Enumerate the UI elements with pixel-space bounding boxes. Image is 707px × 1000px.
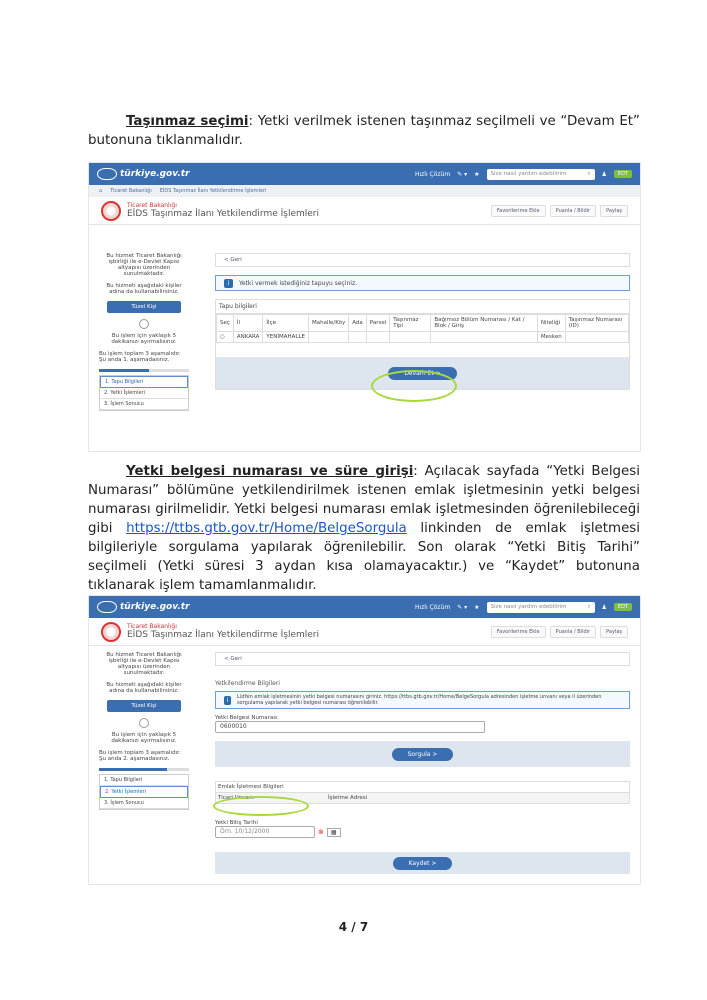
search-icon: ⌕ <box>587 603 591 610</box>
clock-icon <box>139 319 149 329</box>
back-button[interactable]: < Geri <box>215 253 630 267</box>
service-sidebar: Bu hizmet Ticaret Bakanlığı işbirliği ile e-Devlet Kapısı altyapısı üzerinden sunulmaktadır. Bu hizmeti aşağıdaki kişiler adına da kullanabilirsiniz. Tüzel Kişi Bu işlem için yaklaşık 5 dakikanızı ayırmalısınız. Bu işlem toplam 3 aşamalıdır. Şu anda 1. aşamadasınız. 1. Tapu Bilgileri 2. Yetki İşlemleri 3. İşlem Sonucu <box>99 253 189 411</box>
info-icon: i <box>224 279 233 288</box>
clock-icon <box>139 718 149 728</box>
favorite-button[interactable]: Favorilerime Ekle <box>491 626 546 638</box>
breadcrumb <box>89 185 640 197</box>
table-cell <box>349 332 367 343</box>
table-cell <box>431 332 537 343</box>
calendar-icon[interactable]: ▦ <box>327 828 341 837</box>
account-badge[interactable]: EDT <box>614 170 632 178</box>
screenshot-yetki-girisi <box>88 595 641 885</box>
settings-icon[interactable]: ✎ ▾ <box>457 170 468 178</box>
belge-sorgula-link[interactable]: https://ttbs.gtb.gov.tr/Home/BelgeSorgula <box>126 521 407 536</box>
ministry-name: Ticaret Bakanlığı <box>127 623 177 630</box>
emlak-title: Emlak İşletmesi Bilgileri <box>216 782 629 793</box>
quick-solution-link[interactable]: Hızlı Çözüm <box>414 603 451 611</box>
heading-tasinmaz-secimi: Taşınmaz seçimi <box>126 114 249 129</box>
service-header <box>89 618 640 646</box>
page-number: 4 / 7 <box>338 920 369 934</box>
info-message: i Yetki vermek istediğiniz tapuyu seçiniz. <box>215 275 630 291</box>
highlight-oval <box>213 796 309 816</box>
col-unvan: Ticari Unvanı <box>218 795 254 801</box>
info-icon: i <box>224 696 231 705</box>
logo-icon <box>97 168 117 180</box>
section-title: Yetkilendirme Bilgileri <box>215 680 280 687</box>
progress-bar <box>99 369 189 372</box>
save-button[interactable]: Kaydet > <box>393 857 453 870</box>
user-icon[interactable]: ♟ <box>601 170 607 178</box>
clear-icon[interactable]: ⊗ <box>318 828 324 836</box>
ministry-name: Ticaret Bakanlığı <box>127 202 177 209</box>
column-header: Ada <box>349 315 367 332</box>
query-band <box>215 741 630 767</box>
column-header: İl <box>233 315 263 332</box>
logo-icon <box>97 601 117 613</box>
portal-search-input[interactable]: Size nasıl yardım edebilirim ⌕ <box>487 602 595 613</box>
column-header: Taşınmaz Numarası (ID) <box>565 315 628 332</box>
settings-icon[interactable]: ✎ ▾ <box>457 603 468 611</box>
paragraph-tasinmaz-secimi <box>88 112 640 150</box>
column-header: Niteliği <box>537 315 565 332</box>
query-button[interactable]: Sorgula > <box>392 748 454 761</box>
table-cell <box>390 332 431 343</box>
select-radio[interactable]: ○ <box>217 332 234 343</box>
save-band <box>215 852 630 874</box>
breadcrumb-ministry[interactable]: Ticaret Bakanlığı <box>110 188 152 194</box>
account-badge[interactable]: EDT <box>614 603 632 611</box>
date-label: Yetki Bitiş Tarihi <box>215 820 258 826</box>
paragraph-text: : Yetki verilmek istenen taşınmaz seçilmeli ve “Devam Et” butonuna tıklanmalıdır. <box>88 114 640 148</box>
ministry-emblem-icon <box>101 201 121 221</box>
table-cell <box>565 332 628 343</box>
table-cell <box>366 332 389 343</box>
continue-button[interactable]: Devam Et > <box>388 367 456 380</box>
column-header: Mahalle/Köy <box>309 315 349 332</box>
legal-entity-button[interactable]: Tüzel Kişi <box>107 301 181 313</box>
star-icon[interactable]: ★ <box>474 170 480 178</box>
share-button[interactable]: Paylaş <box>600 205 628 217</box>
screenshot-tapu-secimi <box>88 162 641 452</box>
date-input[interactable]: Örn. 10/12/2000 <box>215 826 315 838</box>
table-cell: ANKARA <box>233 332 263 343</box>
step-tapu[interactable]: 1. Tapu Bilgileri <box>100 376 188 388</box>
steps-list <box>99 774 189 810</box>
progress-bar <box>99 768 189 771</box>
step-yetki: 2. Yetki İşlemleri <box>100 388 188 399</box>
heading-yetki-belgesi: Yetki belgesi numarası ve süre girişi <box>126 464 414 479</box>
step-tapu[interactable]: 1. Tapu Bilgileri <box>100 775 188 786</box>
step-sonuc: 3. İşlem Sonucu <box>100 798 188 809</box>
table-cell: Mesken <box>537 332 565 343</box>
back-button[interactable]: < Geri <box>215 652 630 666</box>
step-yetki[interactable]: 2. Yetki İşlemleri <box>100 786 188 798</box>
portal-logo[interactable]: türkiye.gov.tr <box>97 601 190 613</box>
breadcrumb-service: EİDS Taşınmaz İlanı Yetkilendirme İşlemleri <box>159 188 267 194</box>
portal-topbar <box>89 596 640 618</box>
paragraph-yetki-belgesi: Yetki belgesi numarası ve süre girişi: Açılacak sayfada “Yetki Belgesi Numarası” bölümüne yetkilendirilmek istenen emlak işletmesinin yetki belgesi numarası girilmelidir. Yetki belgesi numarası emlak işletmesinden öğrenilebileceği gibi https://ttbs.gtb.gov.tr/Home/BelgeSorgula linkinden de emlak işletmesi bilgileriyle sorgulama yapılarak öğrenilebilir. Son olarak “Yetki Bitiş Tarihi” seçilmeli (Yetki süresi 3 aydan kısa olamayacaktır.) ve “Kaydet” butonuna tıklanarak işlem tamamlanmalıdır. <box>88 464 641 593</box>
service-sidebar: Bu hizmet Ticaret Bakanlığı işbirliği ile e-Devlet Kapısı altyapısı üzerinden sunulmaktadır. Bu hizmeti aşağıdaki kişiler adına da kullanabilirsiniz. Tüzel Kişi Bu işlem için yaklaşık 5 dakikanızı ayırmalısınız. Bu işlem toplam 3 aşamalıdır. Şu anda 2. aşamadasınız. 1. Tapu Bilgileri 2. Yetki İşlemleri 3. İşlem Sonucu <box>99 652 189 810</box>
table-title: Tapu bilgileri <box>216 300 629 314</box>
column-header: İlçe <box>263 315 309 332</box>
column-header: Parsel <box>366 315 389 332</box>
legal-entity-button[interactable]: Tüzel Kişi <box>107 700 181 712</box>
column-header: Taşınmaz Tipi <box>390 315 431 332</box>
portal-logo[interactable]: türkiye.gov.tr <box>97 168 190 180</box>
main-panel <box>215 652 630 874</box>
service-header <box>89 197 640 225</box>
feedback-button[interactable]: Puanla / Bildir <box>550 205 596 217</box>
table-cell <box>309 332 349 343</box>
col-adres: İşletme Adresi <box>328 795 368 801</box>
service-title: EİDS Taşınmaz İlanı Yetkilendirme İşlemleri <box>127 630 319 640</box>
home-icon[interactable]: ⌂ <box>99 188 103 194</box>
feedback-button[interactable]: Puanla / Bildir <box>550 626 596 638</box>
info-message: i Lütfen emlak işletmesinin yetki belgesi numarasını giriniz. https://ttbs.gtb.gov.tr/Home/BelgeSorgula adresinden işletme unvanı veya il üzerinden sorgulama yapılarak yetki belgesi numarası öğrenilebilir. <box>215 691 630 709</box>
steps-list <box>99 375 189 411</box>
column-header: Bağımsız Bölüm Numarası / Kat / Blok / Giriş <box>431 315 537 332</box>
service-title: EİDS Taşınmaz İlanı Yetkilendirme İşlemleri <box>127 209 319 219</box>
search-icon: ⌕ <box>587 170 591 177</box>
user-icon[interactable]: ♟ <box>601 603 607 611</box>
portal-topbar <box>89 163 640 185</box>
table-cell: YENİMAHALLE <box>263 332 309 343</box>
star-icon[interactable]: ★ <box>474 603 480 611</box>
field-label: Yetki Belgesi Numarası <box>215 715 278 721</box>
yetki-belgesi-input[interactable]: 0600010 <box>215 721 485 733</box>
ministry-emblem-icon <box>101 622 121 642</box>
share-button[interactable]: Paylaş <box>600 626 628 638</box>
quick-solution-link[interactable]: Hızlı Çözüm <box>414 170 451 178</box>
column-header: Seç <box>217 315 234 332</box>
table-row[interactable] <box>217 332 629 343</box>
portal-search-input[interactable]: Size nasıl yardım edebilirim ⌕ <box>487 169 595 180</box>
favorite-button[interactable]: Favorilerime Ekle <box>491 205 546 217</box>
highlight-oval <box>371 370 457 402</box>
tapu-table <box>216 314 629 343</box>
step-sonuc: 3. İşlem Sonucu <box>100 399 188 410</box>
